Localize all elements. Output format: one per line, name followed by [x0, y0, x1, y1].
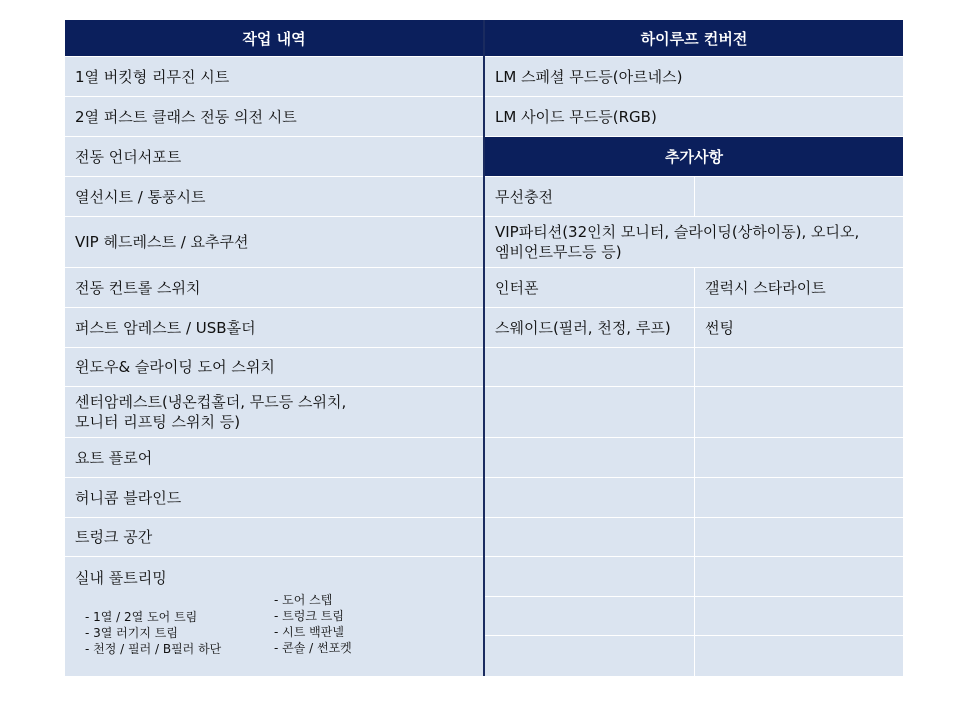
cell-divider: [694, 636, 695, 676]
cell-divider: [694, 308, 695, 347]
cell-divider: [694, 597, 695, 635]
table-row: [485, 57, 903, 97]
trim-list-a: [85, 609, 221, 657]
work-item: 1열 버킷형 리무진 시트: [75, 67, 230, 86]
work-item: 윈도우& 슬라이딩 도어 스위치: [75, 358, 275, 376]
extra-item: 무선충전: [495, 187, 553, 206]
table-row: [65, 387, 483, 438]
table-row: [65, 177, 483, 217]
work-item: 실내 풀트리밍: [75, 569, 167, 587]
extras-header: 추가사항: [485, 137, 903, 177]
list-item: - 콘솔 / 썬포켓: [274, 641, 352, 655]
work-item: [75, 387, 346, 437]
cell-divider: [694, 387, 695, 437]
cell-divider: [694, 177, 695, 216]
extra-item-line: VIP파티션(32인치 모니터, 슬라이딩(상하이동), 오디오,: [495, 223, 860, 241]
table-row: [65, 137, 483, 177]
trim-list-b: [274, 592, 352, 656]
empty-row: [485, 438, 903, 478]
table-row: [65, 348, 483, 387]
work-item: 요트 플로어: [75, 448, 153, 467]
extra-item-line: 엠비언트무드등 등): [495, 243, 622, 261]
work-item: 전동 언더서포트: [75, 147, 182, 166]
extra-item: 갤럭시 스타라이트: [705, 279, 826, 297]
work-item-line: 센터암레스트(냉온컵홀더, 무드등 스위치,: [75, 393, 347, 411]
table-row: [65, 97, 483, 137]
table-row: [65, 57, 483, 97]
table-row: [485, 217, 903, 268]
table-row: [65, 268, 483, 308]
table-row: [485, 177, 903, 217]
list-item: - 도어 스텝: [274, 593, 333, 607]
list-item: - 트렁크 트림: [274, 609, 344, 623]
work-table: [65, 20, 903, 676]
table-row: [65, 518, 483, 557]
empty-row: [485, 518, 903, 557]
table-row: [65, 478, 483, 518]
conversion-item: LM 스페셜 무드등(아르네스): [495, 67, 683, 86]
extra-item: 썬팅: [705, 319, 734, 337]
list-item: - 천정 / 필러 / B필러 하단: [85, 642, 222, 656]
empty-row: [485, 557, 903, 597]
empty-row: [485, 387, 903, 438]
empty-row: [485, 348, 903, 387]
conversion-item: LM 사이드 무드등(RGB): [495, 107, 657, 126]
table-row: [65, 557, 483, 676]
empty-row: [485, 636, 903, 676]
list-item: - 1열 / 2열 도어 트림: [85, 610, 198, 624]
table-row: [485, 308, 903, 348]
table-row: [485, 97, 903, 137]
work-item-line: 모니터 리프팅 스위치 등): [75, 413, 241, 431]
table-row: [65, 308, 483, 348]
cell-divider: [694, 348, 695, 386]
cell-divider: [694, 518, 695, 556]
extra-item: 인터폰: [495, 278, 539, 297]
cell-divider: [694, 268, 695, 307]
high-roof-header: 하이루프 컨버전: [485, 20, 903, 57]
list-item: - 시트 백판넬: [274, 625, 344, 639]
cell-divider: [694, 557, 695, 596]
list-item: - 3열 러기지 트림: [85, 626, 178, 640]
table-row: [485, 268, 903, 308]
work-history-header: 작업 내역: [65, 20, 483, 57]
work-item: 열선시트 / 통풍시트: [75, 187, 206, 206]
work-item: 2열 퍼스트 클래스 전동 의전 시트: [75, 107, 297, 126]
work-item: 퍼스트 암레스트 / USB홀더: [75, 318, 256, 337]
extra-item: 스웨이드(필러, 천정, 루프): [495, 318, 671, 337]
table-row: [65, 438, 483, 478]
work-item: 전동 컨트롤 스위치: [75, 278, 201, 297]
table-row: [65, 217, 483, 268]
work-item: 허니콤 블라인드: [75, 488, 182, 507]
empty-row: [485, 597, 903, 636]
work-item: VIP 헤드레스트 / 요추쿠션: [75, 233, 249, 251]
cell-divider: [694, 478, 695, 517]
cell-divider: [694, 438, 695, 477]
empty-row: [485, 478, 903, 518]
work-item: 트렁크 공간: [75, 528, 153, 546]
extra-item: [495, 217, 859, 267]
